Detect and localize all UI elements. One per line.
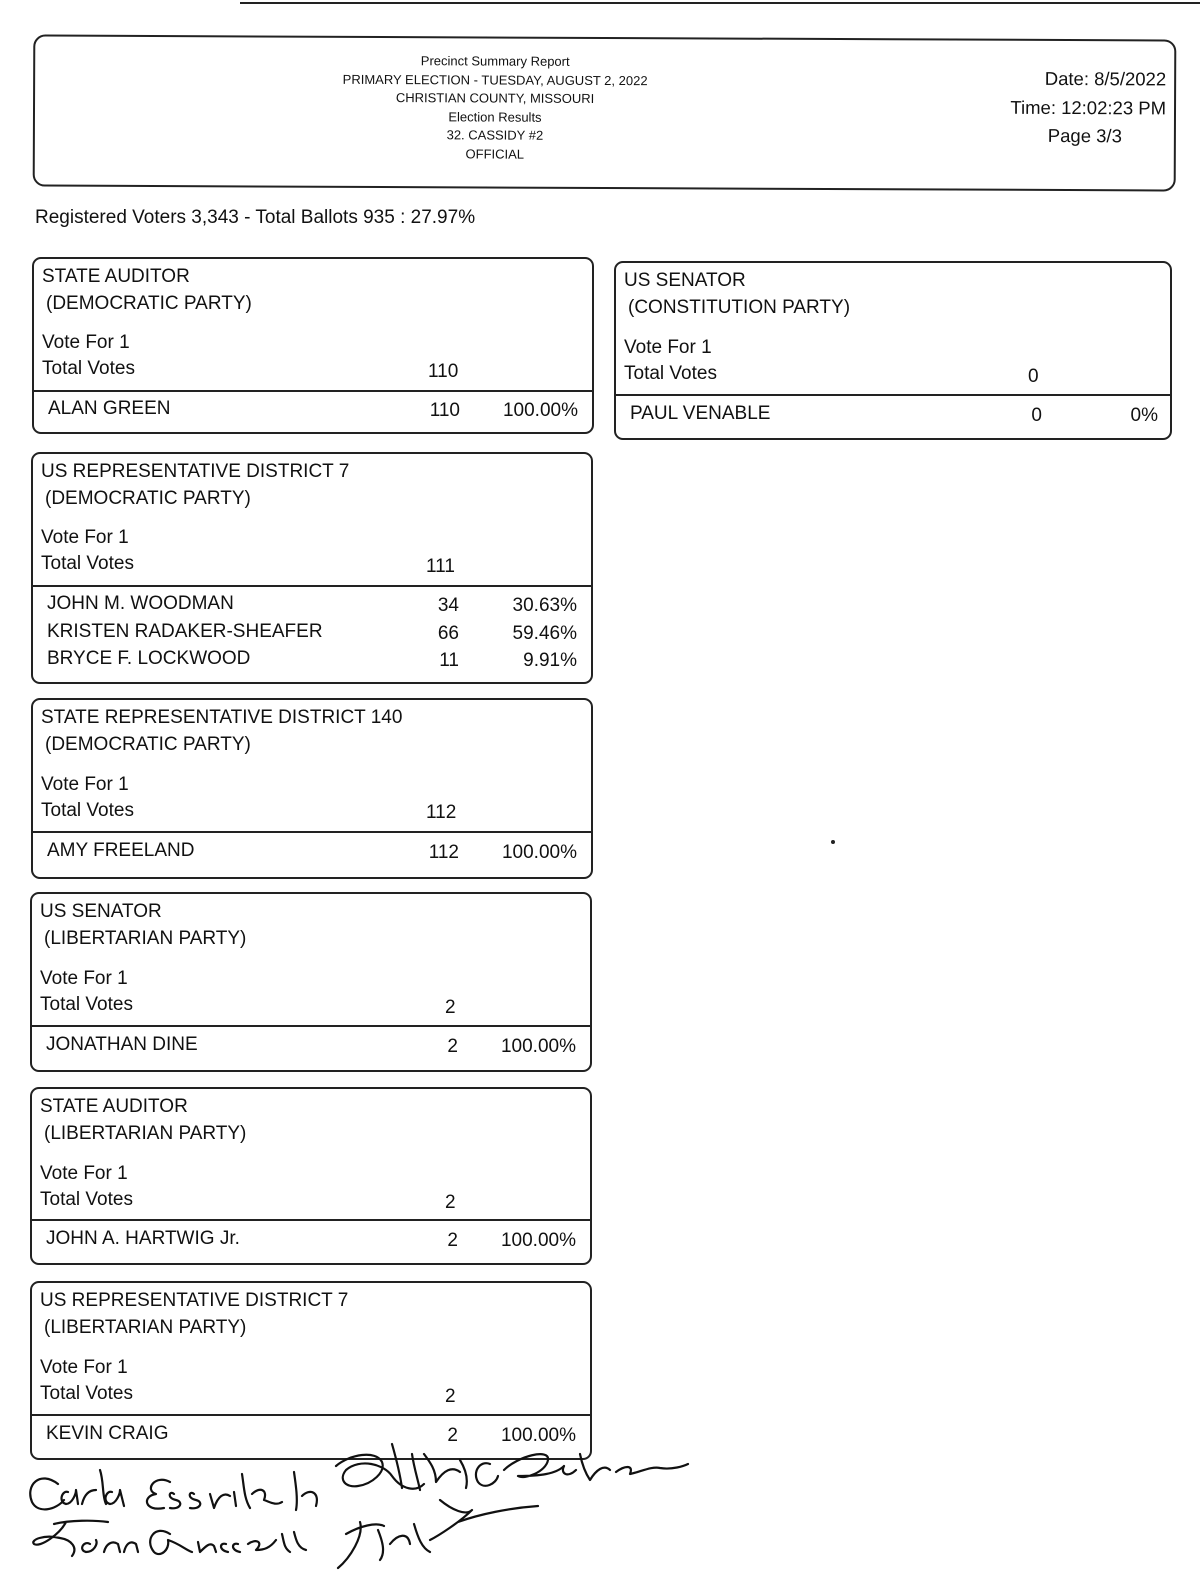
candidate-votes: 112 (428, 842, 459, 863)
total-votes-label: Total Votes (41, 553, 134, 574)
results-label: Election Results (448, 108, 542, 125)
total-votes-label: Total Votes (40, 994, 133, 1015)
race-title: STATE AUDITOR (40, 1096, 188, 1117)
candidate-name: KRISTEN RADAKER-SHEAFER (47, 621, 323, 642)
candidate-name: JOHN A. HARTWIG Jr. (46, 1228, 240, 1249)
race-title-block (41, 458, 349, 512)
race-title-block (40, 898, 246, 952)
candidate-percent: 9.91% (523, 650, 577, 671)
vote-for-label: Vote For 1 (41, 527, 129, 548)
race-party: (LIBERTARIAN PARTY) (44, 1317, 247, 1338)
county-name: CHRISTIAN COUNTY, MISSOURI (395, 90, 595, 106)
election-name: PRIMARY ELECTION - TUESDAY, AUGUST 2, 2022 (342, 71, 648, 88)
race-party: (LIBERTARIAN PARTY) (44, 1123, 247, 1144)
signature-carla-essick (30, 1470, 317, 1510)
race-party: (DEMOCRATIC PARTY) (46, 293, 252, 314)
page-number: Page 3/3 (1047, 124, 1122, 147)
divider (33, 585, 591, 587)
total-votes-value: 112 (426, 802, 457, 823)
divider (616, 394, 1170, 396)
total-votes-label: Total Votes (40, 1189, 133, 1210)
vote-for-label: Vote For 1 (41, 774, 129, 795)
candidate-percent: 59.46% (512, 623, 577, 644)
total-votes-label: Total Votes (41, 800, 134, 821)
report-meta (1010, 65, 1166, 151)
stray-mark (831, 840, 835, 844)
race-party: (LIBERTARIAN PARTY) (44, 928, 247, 949)
race-title: US SENATOR (40, 901, 162, 922)
total-votes-label: Total Votes (40, 1383, 133, 1404)
total-votes-value: 111 (426, 556, 455, 577)
candidate-percent: 30.63% (512, 595, 577, 616)
race-box (30, 1281, 592, 1460)
signatures (20, 1440, 720, 1571)
divider (32, 1219, 590, 1221)
race-title: STATE AUDITOR (42, 266, 190, 287)
total-votes-label: Total Votes (42, 358, 135, 379)
total-votes-value: 2 (445, 1386, 456, 1407)
candidate-votes: 2 (447, 1230, 458, 1251)
race-title: US REPRESENTATIVE DISTRICT 7 (40, 1290, 349, 1311)
report-title: Precinct Summary Report (420, 53, 570, 69)
race-party: (CONSTITUTION PARTY) (628, 297, 851, 318)
race-box (30, 1087, 592, 1265)
registered-voters-summary: Registered Voters 3,343 - Total Ballots 935 : 27.97% (35, 207, 476, 228)
candidate-votes: 66 (437, 623, 459, 644)
race-title: US REPRESENTATIVE DISTRICT 7 (41, 461, 350, 482)
vote-for-label: Vote For 1 (40, 1163, 128, 1184)
candidate-name: KEVIN CRAIG (46, 1423, 169, 1444)
signature-robbin-cochran (336, 1444, 688, 1490)
signature-initials (338, 1500, 538, 1568)
top-rule (240, 2, 1200, 5)
report-date: Date: 8/5/2022 (1044, 67, 1167, 90)
race-title-block (42, 263, 252, 317)
candidate-percent: 100.00% (502, 400, 578, 421)
report-time: Time: 12:02:23 PM (1010, 96, 1167, 118)
candidate-name: ALAN GREEN (48, 398, 171, 419)
race-title: STATE REPRESENTATIVE DISTRICT 140 (41, 707, 403, 728)
total-votes-value: 110 (428, 361, 459, 382)
candidate-name: JOHN M. WOODMAN (47, 593, 234, 614)
official-label: OFFICIAL (465, 145, 525, 162)
candidate-votes: 34 (437, 595, 459, 616)
total-votes-label: Total Votes (624, 363, 717, 384)
divider (32, 1414, 590, 1416)
vote-for-label: Vote For 1 (42, 332, 130, 353)
candidate-name: PAUL VENABLE (630, 403, 771, 424)
candidate-votes: 0 (1031, 405, 1042, 426)
race-title-block (40, 1093, 246, 1147)
vote-for-label: Vote For 1 (624, 337, 712, 358)
divider (33, 831, 591, 833)
candidate-name: BRYCE F. LOCKWOOD (47, 648, 251, 669)
report-title-block (315, 52, 675, 165)
candidate-name: AMY FREELAND (47, 840, 195, 861)
vote-for-label: Vote For 1 (40, 968, 128, 989)
total-votes-value: 0 (1028, 366, 1039, 387)
race-box (30, 892, 592, 1072)
candidate-percent: 100.00% (500, 1230, 576, 1251)
total-votes-value: 2 (445, 997, 456, 1018)
race-party: (DEMOCRATIC PARTY) (45, 734, 251, 755)
race-title-block (624, 267, 850, 321)
divider (34, 390, 592, 392)
candidate-percent: 100.00% (501, 842, 577, 863)
race-box (32, 257, 594, 434)
race-title: US SENATOR (624, 270, 746, 291)
candidate-votes: 2 (447, 1425, 458, 1446)
race-title-block (40, 1287, 348, 1341)
race-box (31, 698, 593, 879)
race-box (614, 261, 1172, 440)
candidate-votes: 110 (429, 400, 460, 421)
candidate-name: JONATHAN DINE (46, 1034, 198, 1055)
race-title-block (41, 704, 402, 758)
candidate-votes: 11 (439, 650, 459, 671)
precinct-name: 32. CASSIDY #2 (446, 127, 544, 143)
total-votes-value: 2 (445, 1192, 456, 1213)
race-box (31, 452, 593, 684)
divider (32, 1025, 590, 1027)
race-party: (DEMOCRATIC PARTY) (45, 488, 251, 509)
candidate-percent: 100.00% (500, 1425, 576, 1446)
report-header (33, 35, 1177, 192)
vote-for-label: Vote For 1 (40, 1357, 128, 1378)
candidate-percent: 0% (1130, 405, 1158, 426)
candidate-percent: 100.00% (500, 1036, 576, 1057)
signature-don-russell (33, 1521, 306, 1556)
candidate-votes: 2 (447, 1036, 458, 1057)
